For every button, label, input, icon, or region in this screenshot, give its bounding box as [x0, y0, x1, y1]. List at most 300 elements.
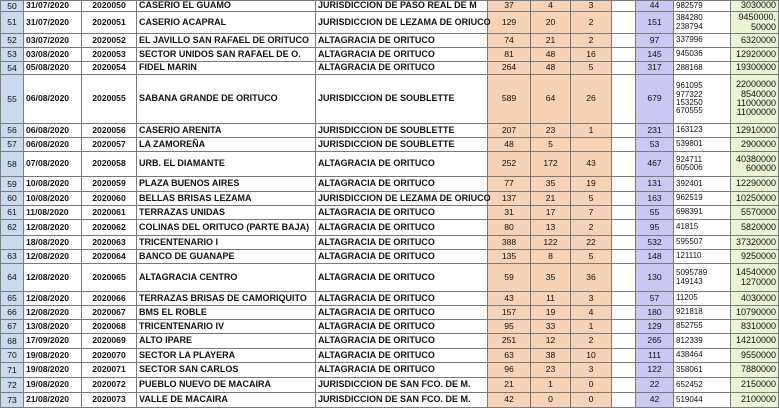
jurisdiction-cell: ALTAGRACIA DE ORITUCO [316, 152, 488, 177]
date-cell: 19/08/2020 [24, 363, 82, 378]
amount-cell [731, 378, 779, 393]
amount-cell [731, 48, 779, 62]
row-number: 57 [1, 138, 24, 152]
count-b-cell: 5 [531, 138, 571, 152]
count-b-cell: 12 [531, 334, 571, 349]
code-cell: 2020065 [82, 264, 137, 292]
reference-number: 153250 [676, 98, 703, 107]
spacer-cell [612, 192, 636, 206]
reference-cell [674, 363, 731, 378]
amount-cell [731, 152, 779, 177]
row-number: 61 [1, 206, 24, 220]
spacer-cell [612, 12, 636, 34]
table-row [1, 306, 779, 320]
count-b-cell: 1 [531, 378, 571, 393]
amount-value: 12290000 [735, 178, 776, 189]
amount-value: 3030000 [740, 0, 776, 11]
row-number: 60 [1, 192, 24, 206]
count-b-cell: 0 [531, 393, 571, 408]
spacer-cell [612, 236, 636, 250]
jurisdiction-cell: ALTAGRACIA DE ORITUCO [316, 48, 488, 62]
jurisdiction-cell: JURISDICCION DE SOUBLETTE [316, 75, 488, 124]
row-number: 71 [1, 363, 24, 378]
code-cell: 2020066 [82, 292, 137, 306]
date-cell: 31/07/2020 [24, 12, 82, 34]
jurisdiction-cell: ALTAGRACIA DE ORITUCO [316, 250, 488, 264]
spacer-cell [612, 1, 636, 12]
date-cell: 11/08/2020 [24, 206, 82, 220]
row-number: 62 [1, 220, 24, 236]
row-number: 64 [1, 264, 24, 292]
amount-value: 50000 [750, 21, 776, 32]
row-number: 70 [1, 349, 24, 363]
reference-number: 163123 [676, 125, 703, 135]
table-row [1, 250, 779, 264]
spacer-cell [612, 34, 636, 48]
code-cell: 2020058 [82, 152, 137, 177]
count-b-cell: 38 [531, 349, 571, 363]
date-cell: 19/08/2020 [24, 349, 82, 363]
amount-cell [731, 75, 779, 124]
community-name-cell: BELLAS BRISAS LEZAMA [137, 192, 316, 206]
code-cell: 2020064 [82, 250, 137, 264]
count-c-cell: 2 [571, 220, 612, 236]
community-name-cell: CASERIO EL GUAMO [137, 1, 316, 12]
reference-cell [674, 393, 731, 408]
reference-number: 652452 [676, 379, 703, 389]
row-number [1, 236, 24, 250]
row-number: 65 [1, 292, 24, 306]
date-cell: 07/08/2020 [24, 152, 82, 177]
table-row [1, 393, 779, 408]
count-b-cell: 172 [531, 152, 571, 177]
table-row [1, 62, 779, 75]
community-name-cell: ALTO IPARE [137, 334, 316, 349]
reference-cell [674, 349, 731, 363]
total-cell: 97 [636, 34, 674, 48]
row-number: 50 [1, 1, 24, 12]
reference-cell [674, 48, 731, 62]
total-cell: 53 [636, 138, 674, 152]
jurisdiction-cell: ALTAGRACIA DE ORITUCO [316, 349, 488, 363]
amount-value: 22000000 [735, 79, 776, 90]
count-b-cell: 35 [531, 264, 571, 292]
reference-number: 121110 [676, 251, 702, 261]
date-cell: 18/08/2020 [24, 236, 82, 250]
jurisdiction-cell: JURISDICCION DE SAN FCO. DE M. [316, 378, 488, 393]
spacer-cell [612, 220, 636, 236]
date-cell: 17/09/2020 [24, 334, 82, 349]
amount-value: 2900000 [740, 138, 776, 149]
reference-cell [674, 236, 731, 250]
row-number: 63 [1, 250, 24, 264]
code-cell: 2020068 [82, 320, 137, 334]
amount-value: 9250000 [740, 250, 776, 261]
count-c-cell: 5 [571, 250, 612, 264]
reference-number: 384280 [676, 13, 703, 23]
count-c-cell [571, 138, 612, 152]
amount-cell [731, 138, 779, 152]
count-b-cell: 19 [531, 306, 571, 320]
amount-value: 1270000 [740, 276, 776, 287]
spacer-cell [612, 378, 636, 393]
reference-cell [674, 292, 731, 306]
count-c-cell: 2 [571, 34, 612, 48]
row-number: 51 [1, 12, 24, 34]
reference-number: 945036 [676, 49, 703, 59]
total-cell: 130 [636, 264, 674, 292]
table-row [1, 363, 779, 378]
reference-number: 288168 [676, 62, 703, 72]
row-number: 58 [1, 152, 24, 177]
date-cell: 12/08/2020 [24, 292, 82, 306]
count-a-cell: 59 [488, 264, 531, 292]
community-name-cell: PUEBLO NUEVO DE MACAIRA [137, 378, 316, 393]
total-cell: 131 [636, 177, 674, 192]
reference-number: 670555 [676, 106, 703, 116]
code-cell: 2020059 [82, 177, 137, 192]
count-a-cell: 42 [488, 393, 531, 408]
table-row [1, 236, 779, 250]
reference-cell [674, 334, 731, 349]
count-a-cell: 21 [488, 378, 531, 393]
count-a-cell: 251 [488, 334, 531, 349]
code-cell: 2020067 [82, 306, 137, 320]
spacer-cell [612, 320, 636, 334]
amount-value: 11000000 [736, 98, 776, 108]
count-c-cell: 36 [571, 264, 612, 292]
reference-cell [674, 62, 731, 75]
count-a-cell: 43 [488, 292, 531, 306]
count-c-cell: 0 [571, 393, 612, 408]
row-number: 72 [1, 378, 24, 393]
table-row [1, 320, 779, 334]
community-name-cell: BMS EL ROBLE [137, 306, 316, 320]
table-row [1, 334, 779, 349]
spacer-cell [612, 250, 636, 264]
code-cell: 2020073 [82, 393, 137, 408]
count-a-cell: 80 [488, 220, 531, 236]
total-cell: 57 [636, 292, 674, 306]
amount-cell [731, 192, 779, 206]
row-number: 73 [1, 393, 24, 408]
community-name-cell: CASERIO ACAPRAL [137, 12, 316, 34]
amount-cell [731, 12, 779, 34]
amount-cell [731, 393, 779, 408]
date-cell: 10/08/2020 [24, 177, 82, 192]
amount-value: 2150000 [740, 379, 776, 390]
row-number: 56 [1, 124, 24, 138]
reference-number: 982579 [676, 0, 703, 10]
amount-cell [731, 250, 779, 264]
count-b-cell: 8 [531, 250, 571, 264]
row-number: 68 [1, 334, 24, 349]
reference-cell [674, 206, 731, 220]
spacer-cell [612, 292, 636, 306]
table-row [1, 1, 779, 12]
amount-value: 600000 [745, 163, 776, 173]
total-cell: 145 [636, 48, 674, 62]
spacer-cell [612, 138, 636, 152]
count-a-cell: 37 [488, 1, 531, 12]
amount-cell [731, 264, 779, 292]
count-a-cell: 135 [488, 250, 531, 264]
count-a-cell: 48 [488, 138, 531, 152]
code-cell: 2020056 [82, 124, 137, 138]
amount-cell [731, 206, 779, 220]
community-name-cell: LA ZAMOREÑA [137, 138, 316, 152]
total-cell: 42 [636, 393, 674, 408]
jurisdiction-cell: ALTAGRACIA DE ORITUCO [316, 206, 488, 220]
table-row [1, 378, 779, 393]
total-cell: 95 [636, 220, 674, 236]
count-c-cell: 19 [571, 177, 612, 192]
table-row [1, 12, 779, 34]
total-cell: 55 [636, 206, 674, 220]
reference-number: 11205 [676, 293, 698, 303]
reference-number: 41815 [676, 222, 699, 232]
table-row [1, 138, 779, 152]
community-name-cell: TRICENTENARIO I [137, 236, 316, 250]
reference-number: 238794 [676, 21, 703, 31]
amount-value: 2100000 [740, 394, 776, 405]
spacer-cell [612, 334, 636, 349]
reference-cell [674, 124, 731, 138]
spacer-cell [612, 306, 636, 320]
total-cell: 231 [636, 124, 674, 138]
code-cell: 2020050 [82, 1, 137, 12]
reference-cell [674, 220, 731, 236]
date-cell: 12/08/2020 [24, 264, 82, 292]
reference-number: 605006 [676, 163, 703, 172]
reference-number: 519044 [676, 394, 703, 404]
date-cell: 13/08/2020 [24, 320, 82, 334]
spacer-cell [612, 177, 636, 192]
community-name-cell: TERRAZAS BRISAS DE CAMORIQUITO [137, 292, 316, 306]
reference-cell [674, 152, 731, 177]
date-cell: 10/08/2020 [24, 192, 82, 206]
count-a-cell: 388 [488, 236, 531, 250]
count-a-cell: 81 [488, 48, 531, 62]
community-name-cell: CASERIO ARENITA [137, 124, 316, 138]
table-body [1, 1, 779, 408]
date-cell: 12/08/2020 [24, 306, 82, 320]
reference-number: 924711 [676, 154, 703, 164]
spacer-cell [612, 75, 636, 124]
jurisdiction-cell: ALTAGRACIA DE ORITUCO [316, 306, 488, 320]
table-row [1, 152, 779, 177]
count-b-cell: 64 [531, 75, 571, 124]
total-cell: 151 [636, 12, 674, 34]
reference-number: 852755 [676, 321, 703, 331]
reference-cell [674, 192, 731, 206]
amount-value: 5570000 [740, 206, 776, 217]
community-name-cell: SABANA GRANDE DE ORITUCO [137, 75, 316, 124]
date-cell: 12/08/2020 [24, 220, 82, 236]
count-c-cell: 2 [571, 334, 612, 349]
date-cell: 06/08/2020 [24, 75, 82, 124]
amount-value: 6320000 [740, 34, 776, 45]
amount-value: 9450000, [738, 12, 776, 23]
count-c-cell: 16 [571, 48, 612, 62]
total-cell: 22 [636, 378, 674, 393]
jurisdiction-cell: JURISDICCION DE SOUBLETTE [316, 124, 488, 138]
count-c-cell: 7 [571, 206, 612, 220]
count-a-cell: 252 [488, 152, 531, 177]
count-a-cell: 264 [488, 62, 531, 75]
row-number: 67 [1, 320, 24, 334]
community-name-cell: TRICENTENARIO IV [137, 320, 316, 334]
amount-value: 14210000 [735, 335, 776, 346]
count-a-cell: 74 [488, 34, 531, 48]
row-number: 52 [1, 34, 24, 48]
table-row [1, 192, 779, 206]
total-cell: 532 [636, 236, 674, 250]
community-name-cell: URB. EL DIAMANTE [137, 152, 316, 177]
row-number: 66 [1, 306, 24, 320]
count-c-cell: 1 [571, 320, 612, 334]
count-b-cell: 17 [531, 206, 571, 220]
amount-cell [731, 34, 779, 48]
count-c-cell: 26 [571, 75, 612, 124]
community-name-cell: ALTAGRACIA CENTRO [137, 264, 316, 292]
reference-cell [674, 378, 731, 393]
table-row [1, 34, 779, 48]
count-c-cell: 1 [571, 124, 612, 138]
code-cell: 2020063 [82, 236, 137, 250]
code-cell: 2020061 [82, 206, 137, 220]
count-b-cell: 48 [531, 62, 571, 75]
count-c-cell: 0 [571, 378, 612, 393]
community-name-cell: SECTOR SAN CARLOS [137, 363, 316, 378]
reference-cell [674, 1, 731, 12]
code-cell: 2020053 [82, 48, 137, 62]
count-c-cell: 22 [571, 236, 612, 250]
spacer-cell [612, 349, 636, 363]
code-cell: 2020072 [82, 378, 137, 393]
count-b-cell: 33 [531, 320, 571, 334]
community-name-cell: EL JAVILLO SAN RAFAEL DE ORITUCO [137, 34, 316, 48]
amount-cell [731, 124, 779, 138]
jurisdiction-cell: JURISDICCION DE SOUBLETTE [316, 138, 488, 152]
amount-cell [731, 236, 779, 250]
count-b-cell: 122 [531, 236, 571, 250]
date-cell: 19/08/2020 [24, 378, 82, 393]
count-b-cell: 4 [531, 1, 571, 12]
code-cell: 2020051 [82, 12, 137, 34]
jurisdiction-cell: JURISDICCION DE SAN FCO. DE M. [316, 393, 488, 408]
community-name-cell: VALLE DE MACAIRA [137, 393, 316, 408]
jurisdiction-cell: ALTAGRACIA DE ORITUCO [316, 62, 488, 75]
row-number: 54 [1, 62, 24, 75]
community-name-cell: FIDEL MARIN [137, 62, 316, 75]
table-row [1, 124, 779, 138]
reference-number: 812339 [676, 335, 703, 345]
amount-cell [731, 62, 779, 75]
date-cell: 03/07/2020 [24, 34, 82, 48]
count-b-cell: 35 [531, 177, 571, 192]
amount-value: 12920000 [735, 48, 776, 59]
count-c-cell: 3 [571, 292, 612, 306]
table-row [1, 177, 779, 192]
reference-number: 539801 [676, 139, 703, 149]
spacer-cell [612, 264, 636, 292]
jurisdiction-cell: JURISDICCION DE LEZAMA DE ORIUCO [316, 12, 488, 34]
count-c-cell: 5 [571, 62, 612, 75]
code-cell: 2020062 [82, 220, 137, 236]
count-a-cell: 157 [488, 306, 531, 320]
jurisdiction-cell: ALTAGRACIA DE ORITUCO [316, 334, 488, 349]
jurisdiction-cell: JURISDICCION DE PASO REAL DE M [316, 1, 488, 12]
jurisdiction-cell: ALTAGRACIA DE ORITUCO [316, 363, 488, 378]
count-c-cell: 10 [571, 349, 612, 363]
code-cell: 2020057 [82, 138, 137, 152]
amount-cell [731, 220, 779, 236]
date-cell: 21/08/2020 [24, 393, 82, 408]
community-name-cell: SECTOR LA PLAYERA [137, 349, 316, 363]
row-number: 55 [1, 75, 24, 124]
reference-number: 961095 [676, 81, 703, 91]
code-cell: 2020052 [82, 34, 137, 48]
amount-value: 14540000 [735, 267, 776, 278]
reference-cell [674, 306, 731, 320]
count-c-cell: 3 [571, 363, 612, 378]
amount-cell [731, 292, 779, 306]
code-cell: 2020071 [82, 363, 137, 378]
amount-cell [731, 363, 779, 378]
count-a-cell: 137 [488, 192, 531, 206]
code-cell: 2020069 [82, 334, 137, 349]
count-c-cell: 3 [571, 1, 612, 12]
total-cell: 180 [636, 306, 674, 320]
table-row [1, 75, 779, 124]
jurisdiction-cell: JURISDICCION DE LEZAMA DE ORIUCO [316, 192, 488, 206]
amount-value: 9550000 [740, 349, 776, 360]
reference-cell [674, 75, 731, 124]
count-a-cell: 96 [488, 363, 531, 378]
date-cell: 03/08/2020 [24, 48, 82, 62]
date-cell: 06/08/2020 [24, 124, 82, 138]
count-c-cell: 4 [571, 306, 612, 320]
reference-number: 921818 [676, 307, 703, 317]
reference-number: 337996 [676, 35, 703, 45]
reference-cell [674, 264, 731, 292]
reference-number: 977322 [676, 89, 703, 99]
reference-cell [674, 250, 731, 264]
reference-cell [674, 138, 731, 152]
reference-cell [674, 34, 731, 48]
total-cell: 163 [636, 192, 674, 206]
spacer-cell [612, 152, 636, 177]
reference-cell [674, 320, 731, 334]
total-cell: 679 [636, 75, 674, 124]
community-name-cell: BANCO DE GUANAPE [137, 250, 316, 264]
total-cell: 148 [636, 250, 674, 264]
amount-value: 19300000 [735, 62, 776, 73]
count-b-cell: 21 [531, 192, 571, 206]
count-b-cell: 13 [531, 220, 571, 236]
amount-value: 10250000 [735, 192, 776, 203]
spacer-cell [612, 62, 636, 75]
spacer-cell [612, 393, 636, 408]
table-row [1, 349, 779, 363]
table-row [1, 264, 779, 292]
count-c-cell: 5 [571, 192, 612, 206]
table-row [1, 48, 779, 62]
count-a-cell: 77 [488, 177, 531, 192]
total-cell: 122 [636, 363, 674, 378]
reference-number: 392401 [676, 178, 703, 188]
